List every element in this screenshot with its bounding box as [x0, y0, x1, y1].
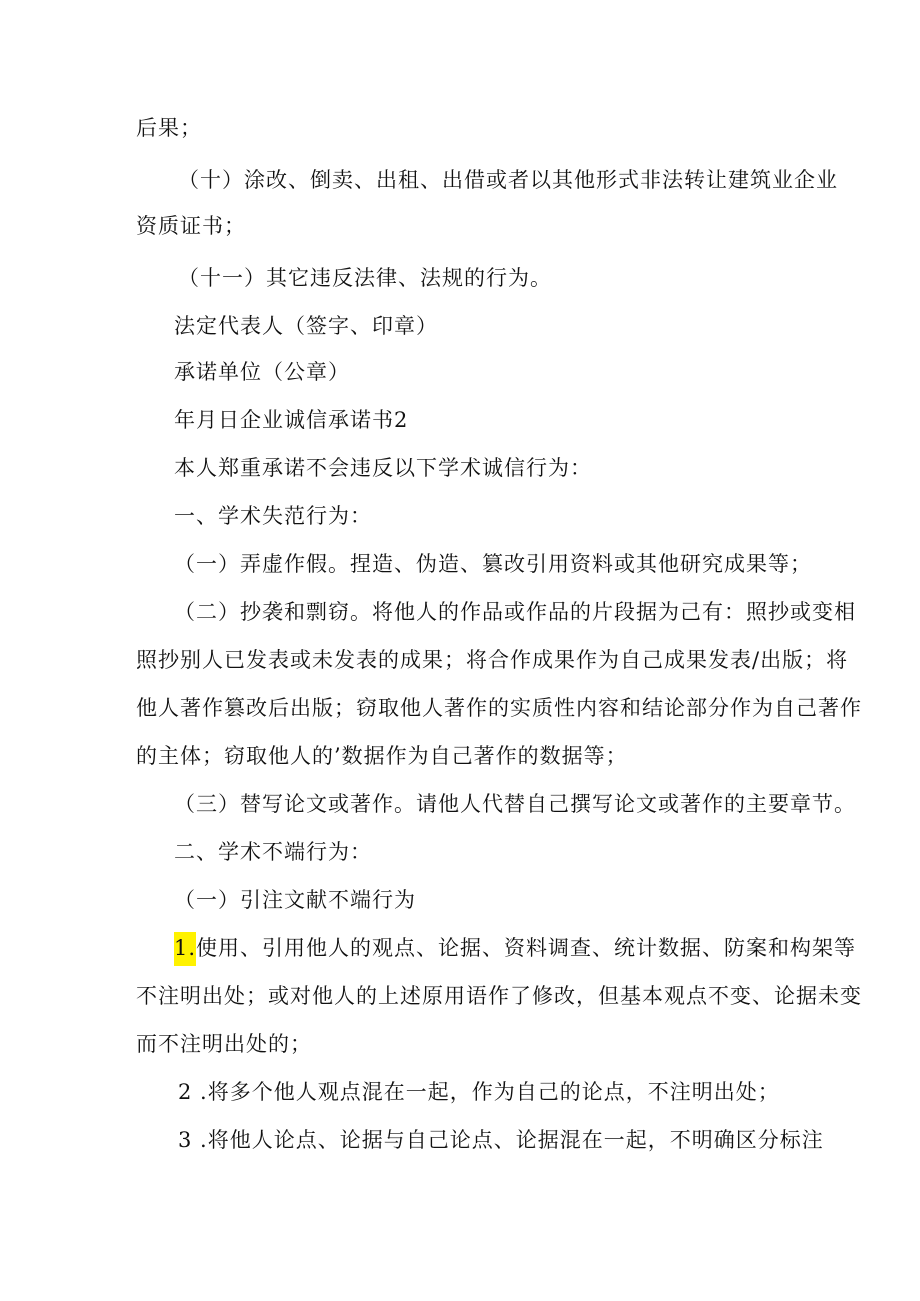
text-line-15: （三）替写论文或著作。请他人代替自己撰写论文或著作的主要章节。 — [174, 792, 856, 816]
text-line-19: 不注明出处；或对他人的上述原用语作了修改，但基本观点不变、论据未变 — [136, 984, 862, 1008]
text-line-17: （一）引注文献不端行为 — [174, 888, 416, 912]
text-line-9: 一、学术失范行为： — [174, 504, 372, 528]
text-line-1: 后果； — [136, 116, 202, 140]
text-line-10: （一）弄虚作假。捏造、伪造、篡改引用资料或其他研究成果等； — [174, 552, 812, 576]
text-line-8: 本人郑重承诺不会违反以下学术诚信行为： — [174, 456, 592, 480]
text-line-4: （十一）其它违反法律、法规的行为。 — [178, 266, 552, 290]
text-line-16: 二、学术不端行为： — [174, 840, 372, 864]
text-line-21: 2 .将多个他人观点混在一起，作为自己的论点，不注明出处； — [178, 1080, 780, 1104]
text-line-12: 照抄别人已发表或未发表的成果；将合作成果作为自己成果发表/出版；将 — [136, 648, 849, 672]
text-line-6: 承诺单位（公章） — [174, 360, 350, 384]
text-line-7: 年月日企业诚信承诺书2 — [174, 408, 409, 432]
text-line-22: 3 .将他人论点、论据与自己论点、论据混在一起，不明确区分标注 — [178, 1128, 824, 1152]
text-line-3: 资质证书； — [136, 214, 246, 238]
text-line-14: 的主体；窃取他人的’数据作为自己著作的数据等； — [136, 744, 628, 768]
text-line-18 — [174, 933, 857, 963]
highlighted-list-number: 1. — [174, 932, 196, 966]
text-line-13: 他人著作篡改后出版；窃取他人著作的实质性内容和结论部分作为自己著作 — [136, 696, 862, 720]
text-line-5: 法定代表人（签字、印章） — [174, 314, 438, 338]
text-line-20: 而不注明出处的； — [136, 1032, 312, 1056]
text-line-2: （十）涂改、倒卖、出租、出借或者以其他形式非法转让建筑业企业 — [178, 168, 838, 192]
text-line-11: （二）抄袭和剽窃。将他人的作品或作品的片段据为己有：照抄或变相 — [174, 600, 856, 624]
text-line-18-body: 使用、引用他人的观点、论据、资料调查、统计数据、防案和构架等 — [196, 936, 857, 960]
